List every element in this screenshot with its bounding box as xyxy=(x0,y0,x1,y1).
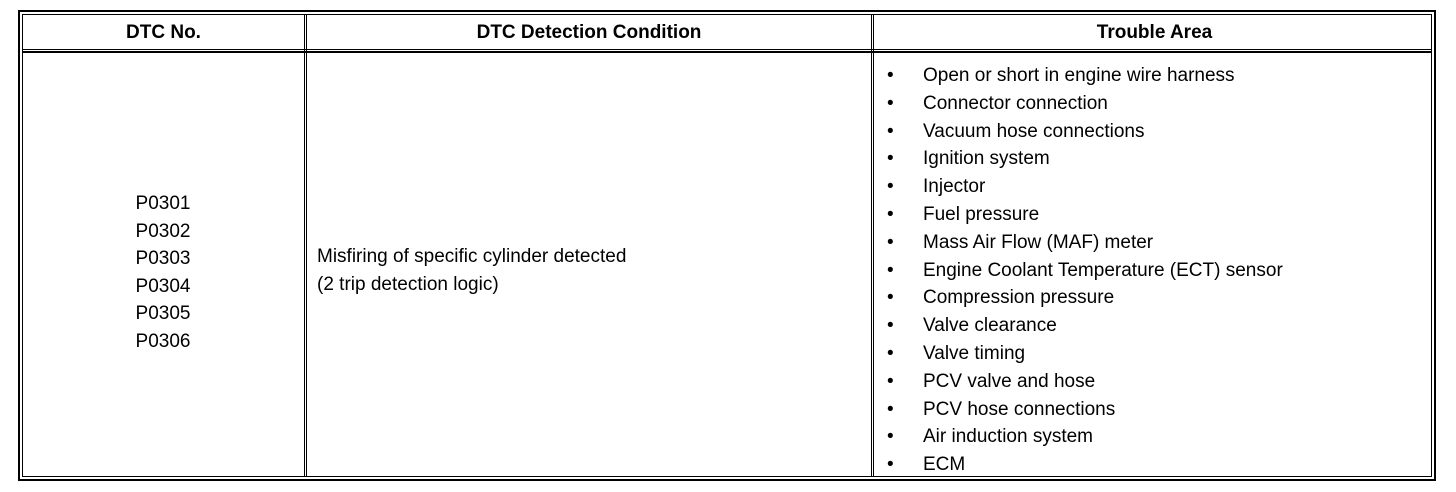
trouble-area-item xyxy=(881,368,1283,396)
trouble-area-item xyxy=(881,451,1283,479)
dtc-code: P0306 xyxy=(135,330,191,352)
trouble-area-item xyxy=(881,396,1283,424)
trouble-area-item xyxy=(881,145,1283,173)
trouble-area-item xyxy=(881,312,1283,340)
bullet-icon: • xyxy=(887,342,894,364)
bullet-icon: • xyxy=(887,92,894,114)
trouble-area-item xyxy=(881,90,1283,118)
trouble-area-label: PCV hose connections xyxy=(923,398,1116,420)
table-inner-border xyxy=(22,14,1432,477)
bullet-icon: • xyxy=(887,454,894,476)
bullet-icon: • xyxy=(887,315,894,337)
column-divider xyxy=(304,15,307,476)
bullet-icon: • xyxy=(887,259,894,281)
condition-line: Misfiring of specific cylinder detected xyxy=(317,246,627,267)
trouble-area-item xyxy=(881,62,1283,90)
trouble-area-item xyxy=(881,173,1283,201)
dtc-code: P0302 xyxy=(135,220,191,242)
bullet-icon: • xyxy=(887,176,894,198)
dtc-code: P0305 xyxy=(135,303,191,324)
trouble-area-item xyxy=(881,340,1283,368)
trouble-area-item xyxy=(881,201,1283,229)
bullet-icon: • xyxy=(887,426,894,448)
trouble-area-label: Air induction system xyxy=(923,426,1094,448)
bullet-icon: • xyxy=(887,398,894,420)
trouble-area-label: Fuel pressure xyxy=(923,203,1040,225)
header-dtc-no: DTC No. xyxy=(126,22,201,43)
trouble-area-label: Injector xyxy=(923,176,986,198)
trouble-area-list xyxy=(881,62,1283,479)
condition-line: (2 trip detection logic) xyxy=(317,274,499,295)
trouble-area-label: PCV valve and hose xyxy=(923,370,1096,392)
trouble-area-label: Connector connection xyxy=(923,92,1108,114)
bullet-icon: • xyxy=(887,120,894,142)
bullet-icon: • xyxy=(887,148,894,170)
trouble-area-label: Engine Coolant Temperature (ECT) sensor xyxy=(923,259,1283,281)
trouble-area-label: Compression pressure xyxy=(923,287,1115,309)
column-divider xyxy=(871,15,874,476)
trouble-area-label: Vacuum hose connections xyxy=(923,120,1145,142)
trouble-area-item xyxy=(881,229,1283,257)
trouble-area-label: Valve timing xyxy=(923,342,1026,364)
dtc-code: P0304 xyxy=(135,275,191,297)
bullet-icon: • xyxy=(887,65,894,86)
trouble-area-label: Valve clearance xyxy=(923,315,1057,337)
dtc-table xyxy=(18,10,1436,481)
dtc-code-cell xyxy=(23,190,303,355)
trouble-area-item xyxy=(881,423,1283,451)
trouble-area-item xyxy=(881,284,1283,312)
dtc-code: P0303 xyxy=(135,248,191,269)
header-detection-condition: DTC Detection Condition xyxy=(476,22,702,43)
trouble-area-label: Mass Air Flow (MAF) meter xyxy=(923,231,1154,253)
trouble-area-label: Open or short in engine wire harness xyxy=(923,65,1235,86)
bullet-icon: • xyxy=(887,287,894,309)
table-header-row xyxy=(23,15,1431,53)
trouble-area-item xyxy=(881,118,1283,146)
bullet-icon: • xyxy=(887,203,894,225)
bullet-icon: • xyxy=(887,231,894,253)
dtc-code: P0301 xyxy=(135,193,191,214)
trouble-area-label: ECM xyxy=(923,454,966,476)
trouble-area-label: Ignition system xyxy=(923,148,1050,170)
detection-condition-cell xyxy=(317,243,626,299)
bullet-icon: • xyxy=(887,370,894,392)
header-trouble-area: Trouble Area xyxy=(1096,22,1213,43)
trouble-area-item xyxy=(881,257,1283,285)
